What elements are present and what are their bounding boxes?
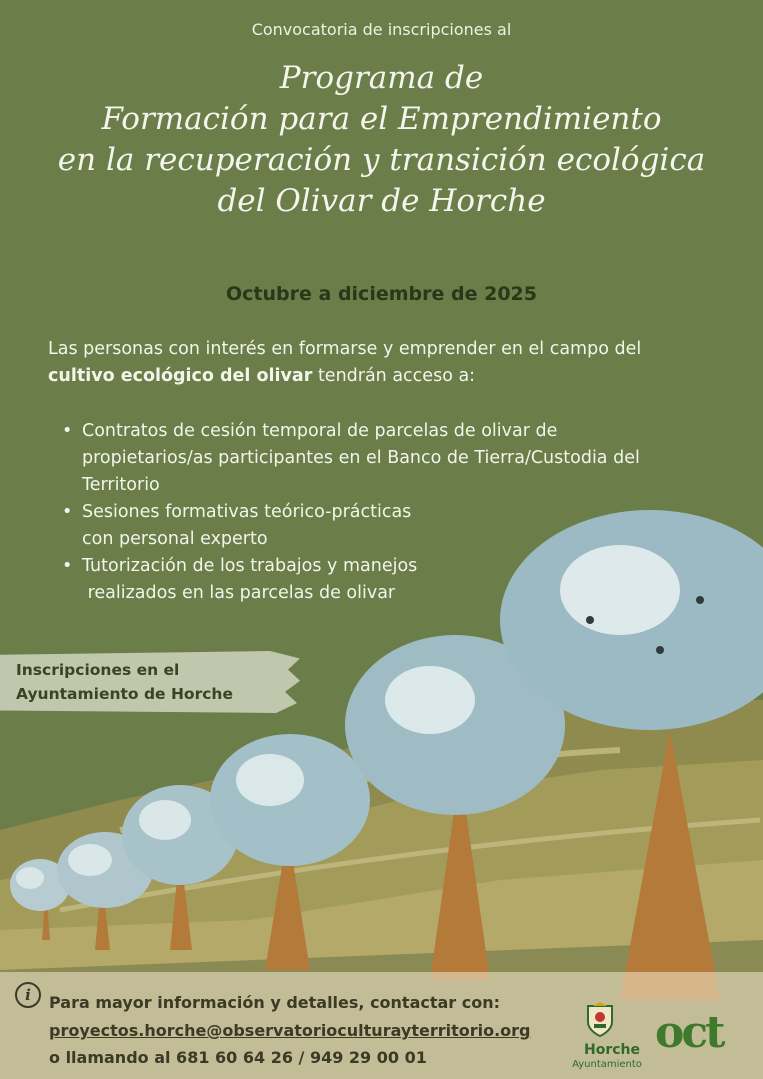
list-item xyxy=(62,499,742,553)
list-item-line: realizados en las parcelas de olivar xyxy=(82,583,396,603)
horche-logo-subtitle: Ayuntamiento xyxy=(572,1059,642,1070)
list-item-line: • Contratos de cesión temporal de parcelas de olivar de xyxy=(82,421,558,441)
title-line: del Olivar de Horche xyxy=(217,183,546,219)
list-item-line: Territorio xyxy=(82,475,160,495)
program-title xyxy=(0,58,763,222)
intro-line: Las personas con interés en formarse y emprender en el campo del xyxy=(48,339,642,359)
intro-rest: tendrán acceso a: xyxy=(312,366,476,386)
benefits-list xyxy=(62,418,742,607)
horche-logo-name: Horche xyxy=(584,1042,640,1058)
list-item-line: propietarios/as participantes en el Banco de Tierra/Custodia del xyxy=(82,448,640,468)
contact-email-link[interactable]: proyectos.horche@observatorioculturayterritorio.org xyxy=(49,1021,531,1040)
list-item-line: • Sesiones formativas teórico-prácticas xyxy=(82,502,412,522)
title-line: en la recuperación y transición ecológica xyxy=(57,142,706,178)
program-dates: Octubre a diciembre de 2025 xyxy=(226,283,537,305)
title-line: Formación para el Emprendimiento xyxy=(101,101,662,137)
eyebrow: Convocatoria de inscripciones al xyxy=(251,20,512,39)
list-item-line: • Tutorización de los trabajos y manejos xyxy=(82,556,418,576)
oct-logo: oct xyxy=(655,1007,723,1058)
list-item xyxy=(62,553,742,607)
contact-phone: o llamando al 681 60 64 26 / 949 29 00 01 xyxy=(49,1048,427,1067)
intro-paragraph xyxy=(48,336,728,390)
title-line: Programa de xyxy=(279,60,484,96)
horche-coat-of-arms-icon xyxy=(585,1002,615,1038)
registration-line: Ayuntamiento de Horche xyxy=(16,685,233,703)
list-item-line: con personal experto xyxy=(82,529,268,549)
info-icon: i xyxy=(15,982,41,1008)
intro-bold: cultivo ecológico del olivar xyxy=(48,366,313,386)
contact-intro: Para mayor información y detalles, contactar con: xyxy=(49,993,501,1012)
registration-line: Inscripciones en el xyxy=(16,661,180,679)
list-item xyxy=(62,418,742,499)
registration-note xyxy=(16,658,233,706)
